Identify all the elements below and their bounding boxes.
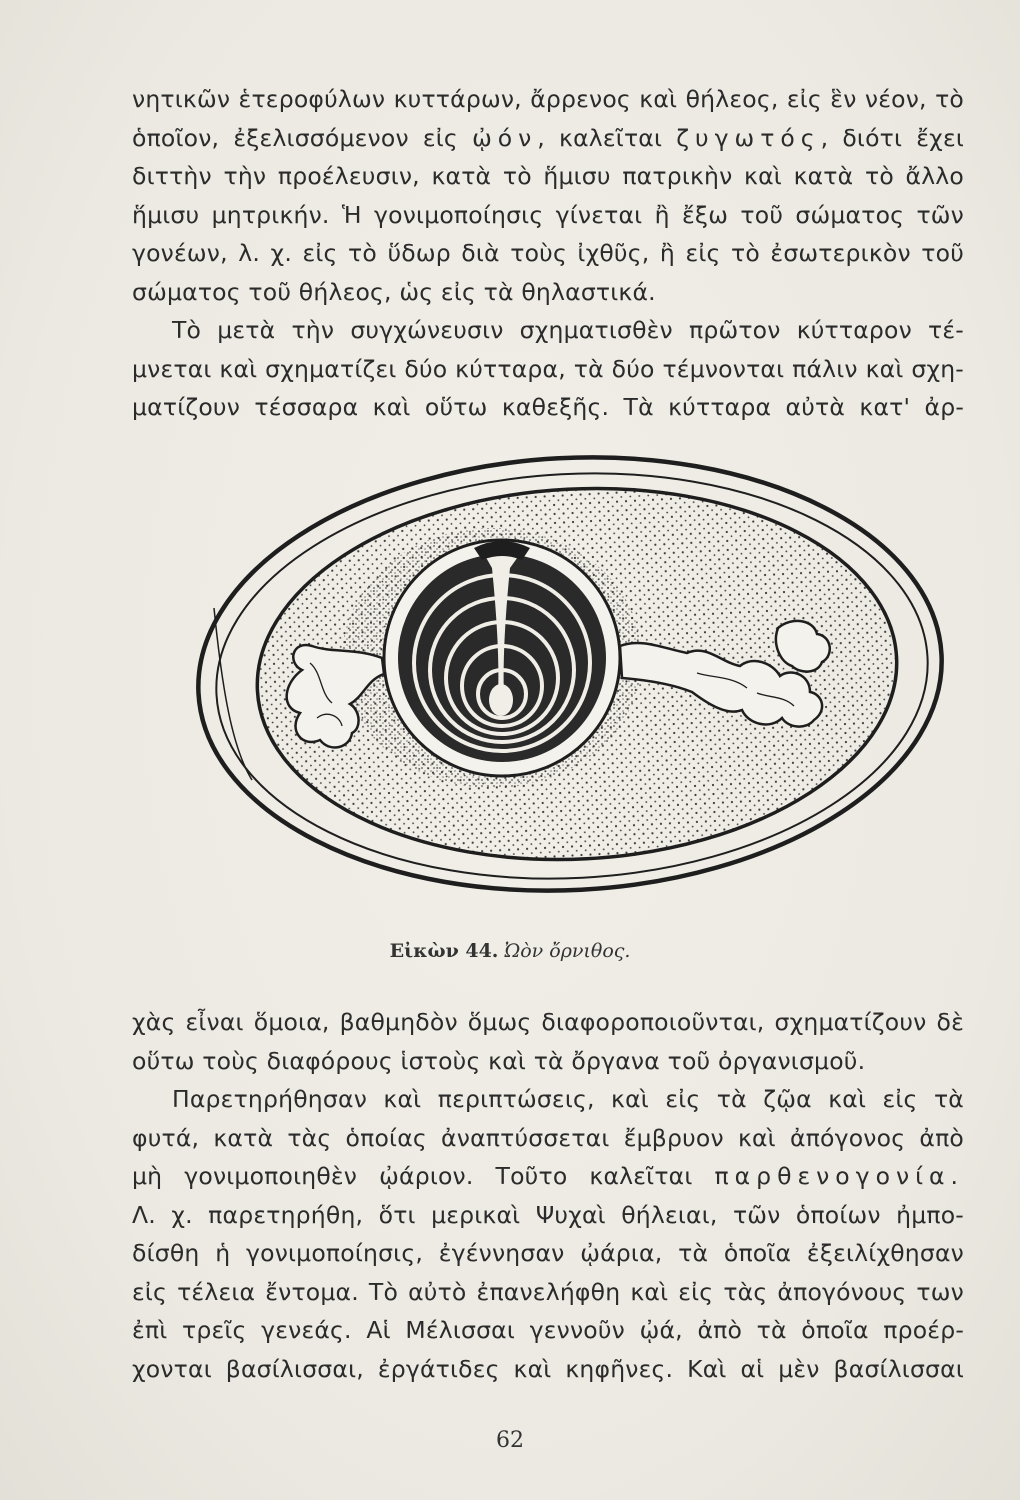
paragraph-1 [132,80,964,311]
text-line: Παρετηρήθησαν καὶ περιπτώσεις, καὶ εἰς τὰ ζῷα καὶ εἰς τὰ [172,1085,964,1113]
emphasized-term-egg: ᾠόν [472,123,538,152]
text-line: εἰς τέλεια ἔντομα. Τὸ αὐτὸ ἐπανελήφθη καὶ εἰς τὰς ἀπογόνους των [132,1277,964,1306]
top-text-block [132,80,964,427]
figure-caption-text: Ὠὸν ὄρνιθος. [504,940,631,962]
text-line: διττὴν τὴν προέλευσιν, κατὰ τὸ ἥμισυ πατρικὴν καὶ κατὰ τὸ ἄλλο [132,162,964,190]
paragraph-2 [132,311,964,427]
emphasized-term-zygote: ζυγωτός [676,123,821,152]
text-line: χὰς εἶναι ὅμοια, βαθμηδὸν ὅμως διαφοροποιοῦνται, σχηματίζουν δὲ [132,1008,964,1036]
text-line [132,119,964,158]
figure-caption-label: Εἰκὼν 44. [389,940,499,962]
text-line: οὕτω τοὺς διαφόρους ἱστοὺς καὶ τὰ ὄργανα τοῦ ὀργανισμοῦ. [132,1046,866,1075]
egg-illustration [192,448,952,908]
text-line: ματίζουν τέσσαρα καὶ οὕτω καθεξῆς. Τὰ κύτταρα αὐτὰ κατ' ἀρ- [132,393,964,421]
text-line: Τὸ μετὰ τὴν συγχώνευσιν σχηματισθὲν πρῶτον κύτταρον τέ- [172,316,964,344]
text-fragment: μὴ γονιμοποιηθὲν ᾠάριον. Τοῦτο καλεῖται [132,1162,693,1190]
text-line: Λ. χ. παρετηρήθη, ὅτι μερικαὶ Ψυχαὶ θήλειαι, τῶν ὁποίων ἠμπο- [132,1200,964,1229]
text-fragment: , καλεῖται [537,123,663,152]
text-line: μνεται καὶ σχηματίζει δύο κύτταρα, τὰ δύο τέμνονται πάλιν καὶ σχη- [132,354,964,383]
text-line: νητικῶν ἑτεροφύλων κυττάρων, ἄρρενος καὶ θήλεος, εἰς ἓν νέον, τὸ [132,85,964,113]
text-line: ἥμισυ μητρικήν. Ἡ γονιμοποίησις γίνεται ἢ ἔξω τοῦ σώματος τῶν [132,200,964,229]
paragraph-4 [132,1080,964,1388]
text-fragment: ὁποῖον, ἐξελισσόμενον εἰς [132,123,458,152]
figure-caption [0,940,1020,962]
text-line: γονέων, λ. χ. εἰς τὸ ὕδωρ διὰ τοὺς ἰχθῦς, ἢ εἰς τὸ ἐσωτερικὸν τοῦ [132,239,964,267]
page-number: 62 [496,1428,524,1453]
paragraph-3 [132,1003,964,1080]
bottom-text-block [132,1003,964,1388]
text-line: ἐπὶ τρεῖς γενεάς. Αἱ Μέλισσαι γεννοῦν ᾠά, ἀπὸ τὰ ὁποῖα προέρ- [132,1316,964,1344]
text-line: δίσθη ἡ γονιμοποίησις, ἐγέννησαν ᾠάρια, τὰ ὁποῖα ἐξειλίχθησαν [132,1239,964,1267]
text-line [132,1157,964,1196]
text-fragment: , διότι ἔχει [820,123,965,152]
text-line: σώματος τοῦ θήλεος, ὡς εἰς τὰ θηλαστικά. [132,277,656,306]
emphasized-term-parthenogenesis: παρθενογονία. [714,1162,964,1190]
text-line: χονται βασίλισσαι, ἐργάτιδες καὶ κηφῆνες. Καὶ αἱ μὲν βασίλισσαι [132,1354,964,1383]
yolk [384,540,620,776]
text-line: φυτά, κατὰ τὰς ὁποίας ἀναπτύσσεται ἔμβρυον καὶ ἀπόγονος ἀπὸ [132,1123,964,1152]
